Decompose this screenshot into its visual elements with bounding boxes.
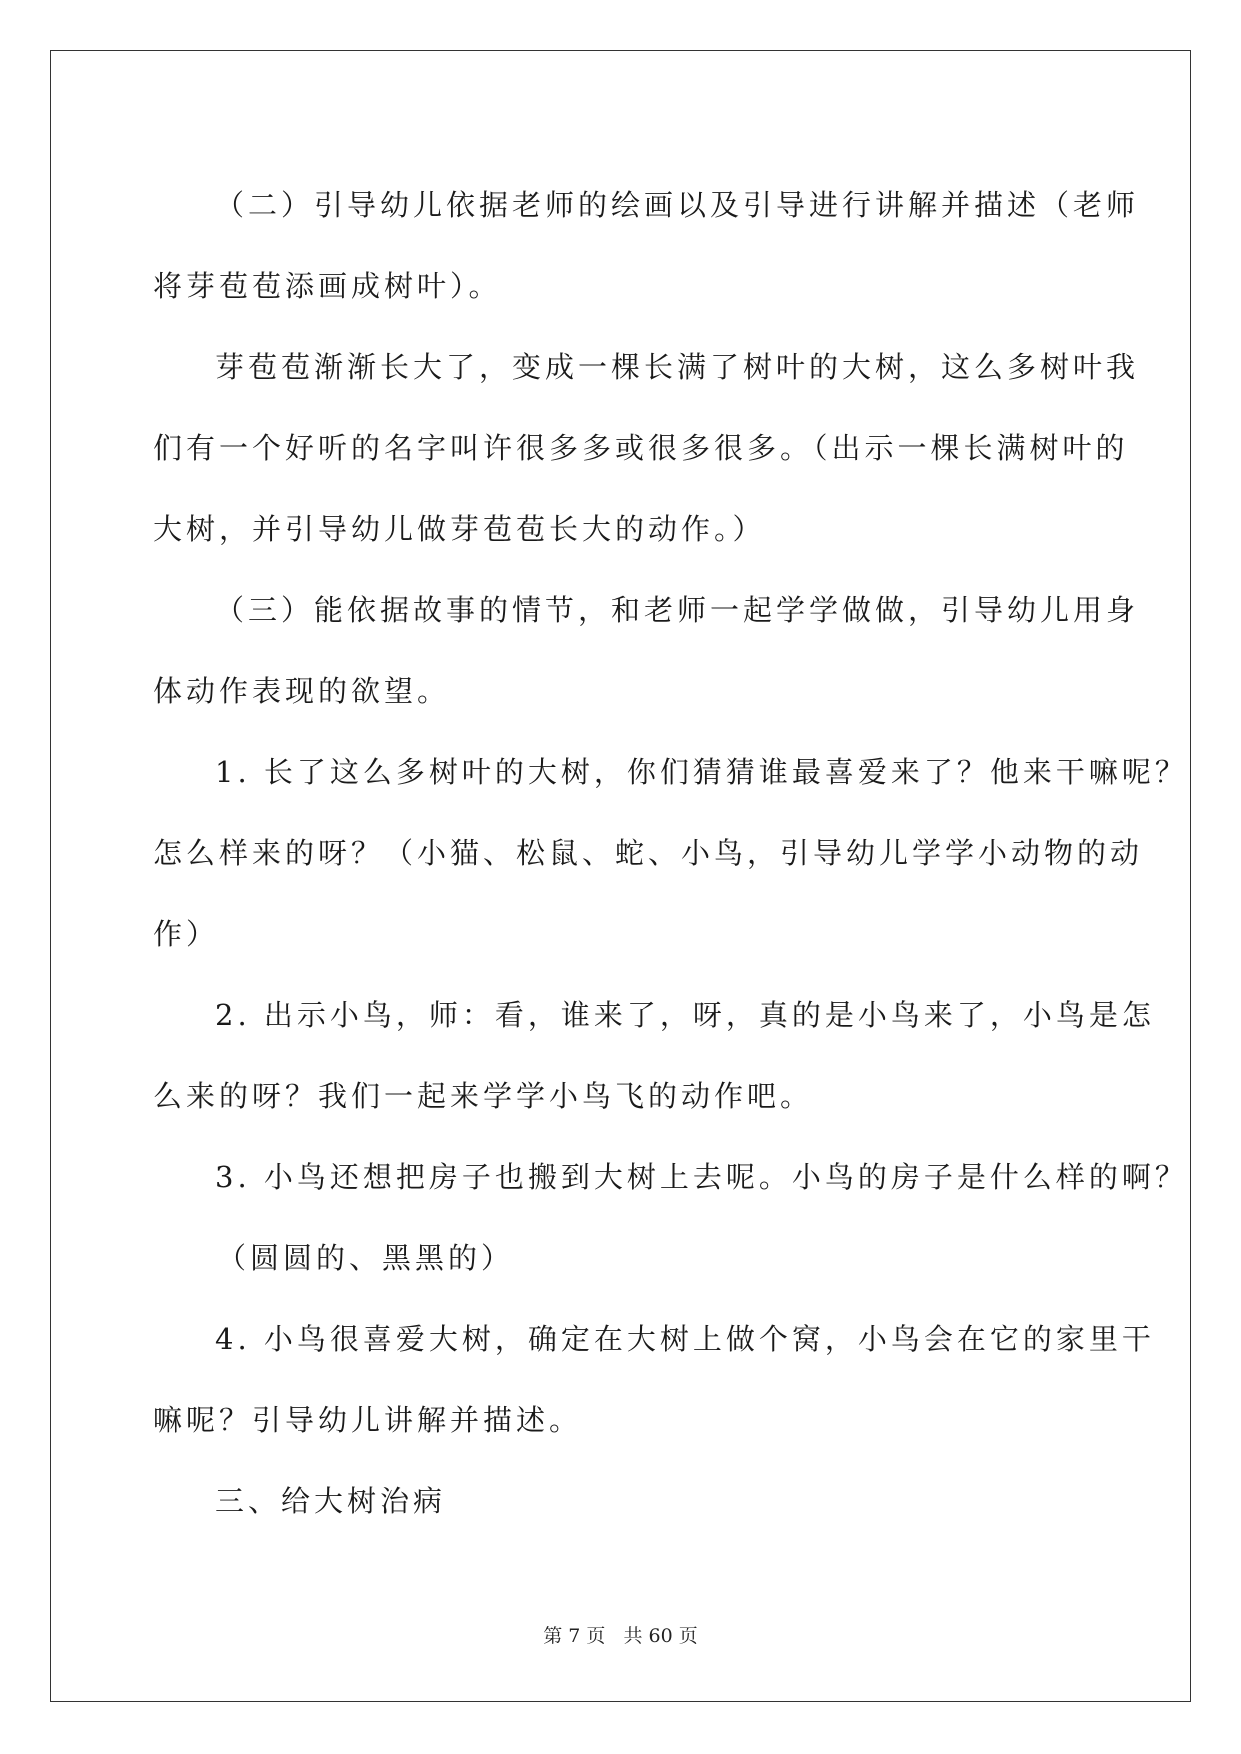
paragraph-line: 4. 小鸟很喜爱大树，确定在大树上做个窝，小鸟会在它的家里干 (215, 1322, 1155, 1356)
paragraph-line: 怎么样来的呀？（小猫、松鼠、蛇、小鸟，引导幼儿学学小动物的动 (153, 836, 1144, 870)
paragraph-line: 2. 出示小鸟，师：看，谁来了，呀，真的是小鸟来了，小鸟是怎 (215, 998, 1155, 1032)
paragraph-line: 嘛呢？引导幼儿讲解并描述。 (153, 1403, 583, 1437)
page-number: 第 7 页 (543, 1625, 606, 1647)
paragraph-line: （圆圆的、黑黑的） (217, 1241, 515, 1275)
paragraph-line: 3. 小鸟还想把房子也搬到大树上去呢。小鸟的房子是什么样的啊？ (215, 1160, 1188, 1194)
paragraph-line: 么来的呀？我们一起来学学小鸟飞的动作吧。 (153, 1079, 814, 1113)
paragraph-line: 作） (153, 917, 220, 951)
paragraph-line: （三）能依据故事的情节，和老师一起学学做做，引导幼儿用身 (215, 593, 1140, 627)
paragraph-line: 芽苞苞渐渐长大了，变成一棵长满了树叶的大树，这么多树叶我 (215, 350, 1140, 384)
paragraph-line: 1. 长了这么多树叶的大树，你们猜猜谁最喜爱来了？他来干嘛呢？ (215, 755, 1188, 789)
paragraph-line: （二）引导幼儿依据老师的绘画以及引导进行讲解并描述（老师 (215, 188, 1140, 222)
paragraph-line: 们有一个好听的名字叫许很多多或很多很多。（出示一棵长满树叶的 (153, 431, 1129, 465)
section-heading: 三、给大树治病 (215, 1484, 447, 1518)
page-footer (0, 1621, 1241, 1648)
document-body (153, 165, 1188, 1542)
paragraph-line: 大树，并引导幼儿做芽苞苞长大的动作。） (153, 512, 766, 546)
page-total: 共 60 页 (623, 1625, 698, 1647)
paragraph-line: 体动作表现的欲望。 (153, 674, 451, 708)
paragraph-line: 将芽苞苞添画成树叶）。 (153, 269, 502, 303)
